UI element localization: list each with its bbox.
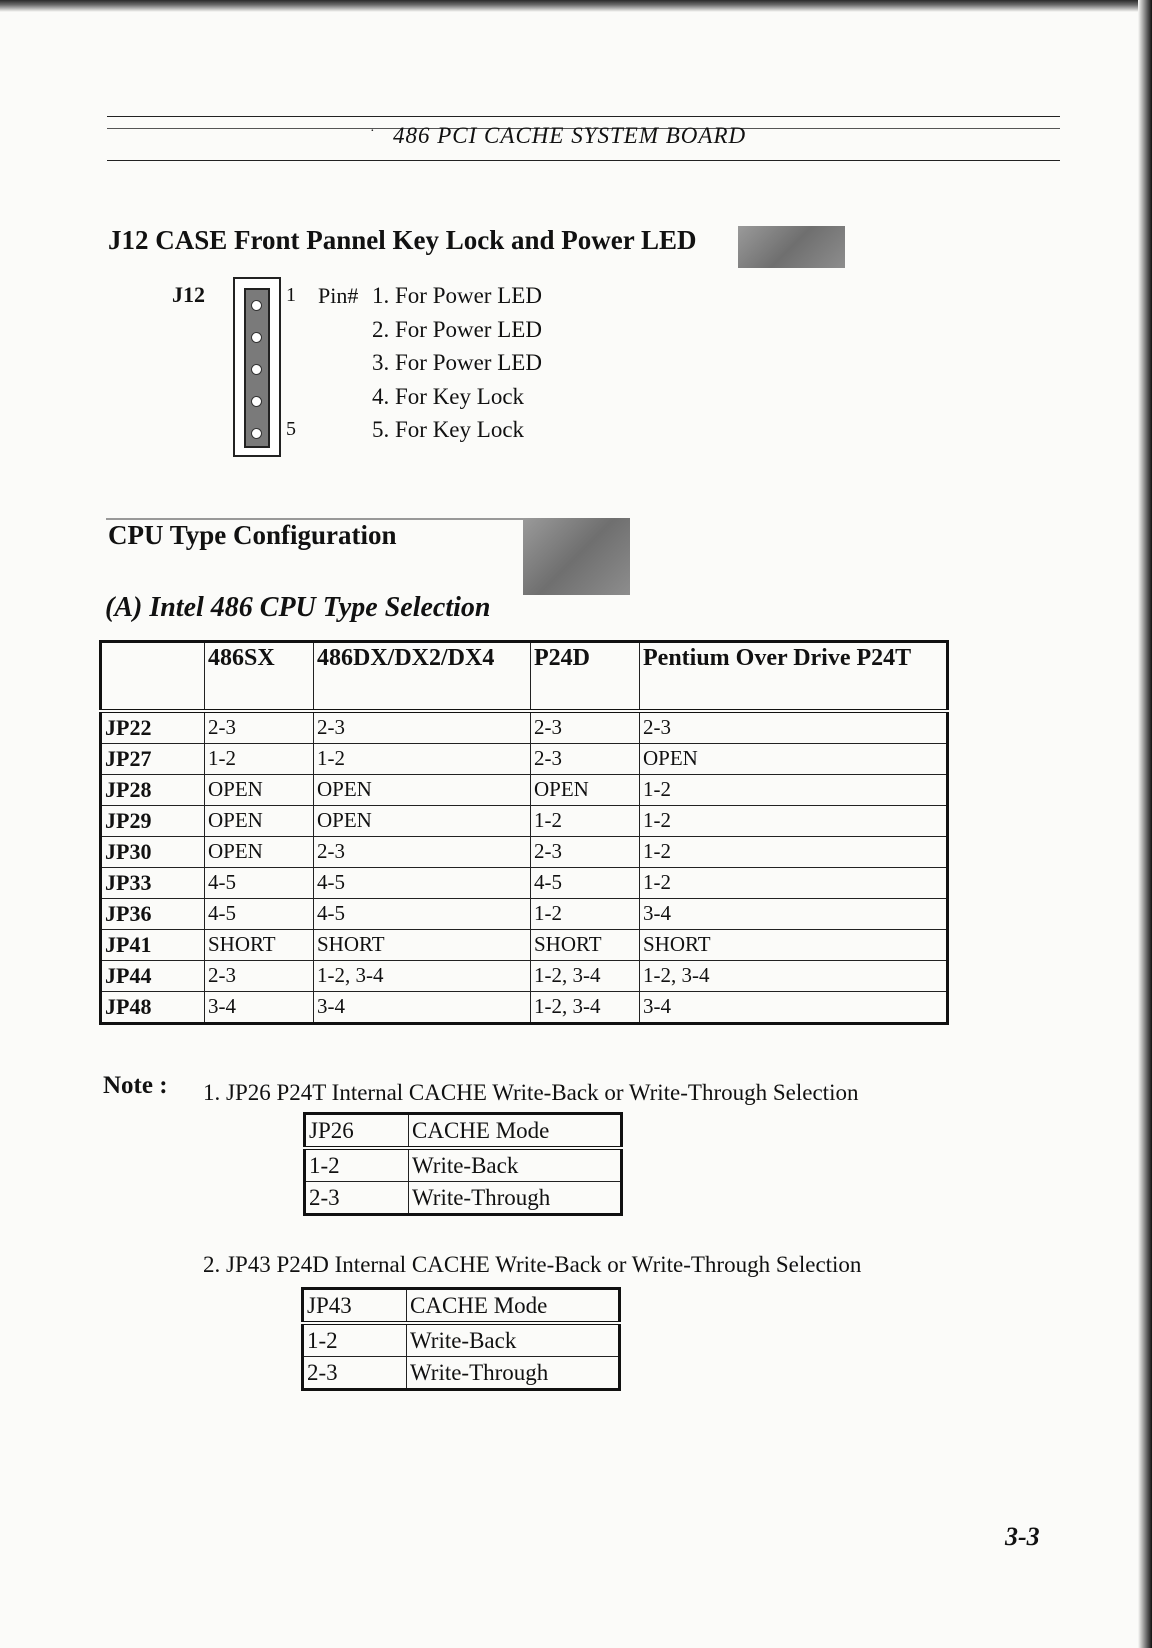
table-cell: Write-Through: [409, 1182, 622, 1215]
row-header: JP22: [101, 711, 205, 744]
pin-description: 5. For Key Lock: [372, 417, 525, 442]
table-header-row: [305, 1114, 622, 1149]
row-header: JP44: [101, 961, 205, 992]
table-cell: 3-4: [205, 992, 314, 1024]
pin-5: [251, 428, 262, 439]
table-row: [101, 837, 948, 868]
table-row: [101, 899, 948, 930]
table-cell: 1-2: [640, 837, 948, 868]
row-header: JP29: [101, 806, 205, 837]
pin-1: [251, 300, 262, 311]
table-cell: 4-5: [531, 868, 640, 899]
cpu-type-table: [99, 640, 949, 1025]
table-cell: OPEN: [205, 806, 314, 837]
table-cell: 1-2: [640, 775, 948, 806]
pin-last-label: 5: [286, 418, 296, 440]
table-cell: 3-4: [314, 992, 531, 1024]
table-cell: OPEN: [205, 775, 314, 806]
pin-description: 1. For Power LED: [372, 283, 542, 308]
table-cell: 2-3: [531, 744, 640, 775]
table-cell: SHORT: [314, 930, 531, 961]
table-row: [101, 775, 948, 806]
table-cell: 1-2, 3-4: [531, 992, 640, 1024]
table-cell: 2-3: [531, 711, 640, 744]
pin-4: [251, 396, 262, 407]
j12-connector-diagram: [233, 277, 281, 457]
column-header: 486SX: [205, 642, 314, 712]
column-header: P24D: [531, 642, 640, 712]
table-cell: 2-3: [205, 711, 314, 744]
table-row: [305, 1182, 622, 1215]
note-label: Note :: [103, 1072, 168, 1099]
title-shade-block: [738, 226, 845, 268]
cpu-section-title: CPU Type Configuration: [108, 520, 397, 550]
table-row: [101, 992, 948, 1024]
table-cell: 2-3: [314, 711, 531, 744]
table-cell: Write-Back: [409, 1148, 622, 1182]
row-header: JP48: [101, 992, 205, 1024]
table-cell: 1-2: [314, 744, 531, 775]
column-header: JP26: [305, 1114, 409, 1149]
table-cell: 3-4: [640, 992, 948, 1024]
pin-description: 2. For Power LED: [372, 317, 542, 342]
column-header: CACHE Mode: [407, 1289, 620, 1324]
table-cell: OPEN: [531, 775, 640, 806]
table-cell: OPEN: [314, 775, 531, 806]
table-row: [101, 868, 948, 899]
pin-first-label: 1: [286, 284, 296, 306]
table-cell: 2-3: [531, 837, 640, 868]
jp43-cache-table: [301, 1287, 621, 1391]
table-cell: 2-3: [205, 961, 314, 992]
table-cell: 2-3: [314, 837, 531, 868]
column-header: JP43: [303, 1289, 407, 1324]
column-header: 486DX/DX2/DX4: [314, 642, 531, 712]
table-cell: 4-5: [205, 899, 314, 930]
table-cell: OPEN: [640, 744, 948, 775]
table-row: [303, 1357, 620, 1390]
running-header: 486 PCI CACHE SYSTEM BOARD: [393, 123, 747, 148]
jp26-cache-table: [303, 1112, 623, 1216]
table-cell: 1-2: [531, 806, 640, 837]
table-row: [101, 806, 948, 837]
pin-prefix: Pin#: [318, 283, 359, 308]
note-2-text: 2. JP43 P24D Internal CACHE Write-Back or Write-Through Selection: [203, 1252, 862, 1277]
column-header: CACHE Mode: [409, 1114, 622, 1149]
table-cell: Write-Back: [407, 1323, 620, 1357]
header-rule-bottom: [107, 160, 1060, 161]
table-cell: 2-3: [305, 1182, 409, 1215]
table-cell: SHORT: [205, 930, 314, 961]
table-cell: 1-2, 3-4: [640, 961, 948, 992]
table-cell: 1-2: [640, 806, 948, 837]
row-header: JP33: [101, 868, 205, 899]
table-cell: 1-2: [205, 744, 314, 775]
row-header: JP28: [101, 775, 205, 806]
row-header: JP36: [101, 899, 205, 930]
table-cell: OPEN: [314, 806, 531, 837]
table-row: [101, 961, 948, 992]
table-row: [101, 930, 948, 961]
table-cell: SHORT: [640, 930, 948, 961]
table-cell: 1-2: [640, 868, 948, 899]
pin-description: 4. For Key Lock: [372, 384, 525, 409]
scan-edge-right: [1138, 0, 1152, 1648]
table-cell: 2-3: [303, 1357, 407, 1390]
cpu-title-shade-block: [523, 518, 630, 595]
row-header: JP41: [101, 930, 205, 961]
connector-housing: [244, 288, 270, 448]
table-cell: 2-3: [640, 711, 948, 744]
table-row: [101, 744, 948, 775]
header-bullet: ·: [370, 124, 375, 139]
table-header-row: [303, 1289, 620, 1324]
pin-description: 3. For Power LED: [372, 350, 542, 375]
connector-label: J12: [172, 282, 205, 307]
page-number: 3-3: [1005, 1522, 1040, 1551]
scan-edge-top: [0, 0, 1152, 12]
table-cell: OPEN: [205, 837, 314, 868]
row-header: JP30: [101, 837, 205, 868]
table-row: [101, 711, 948, 744]
table-cell: 1-2: [303, 1323, 407, 1357]
table-cell: 1-2, 3-4: [314, 961, 531, 992]
table-row: [303, 1323, 620, 1357]
table-row: [305, 1148, 622, 1182]
pin-2: [251, 332, 262, 343]
table-cell: 1-2: [305, 1148, 409, 1182]
table-cell: 4-5: [314, 899, 531, 930]
table-cell: 1-2, 3-4: [531, 961, 640, 992]
header-rule-top: [107, 116, 1060, 117]
table-cell: 4-5: [314, 868, 531, 899]
note-1-text: 1. JP26 P24T Internal CACHE Write-Back or Write-Through Selection: [203, 1080, 859, 1105]
row-header: JP27: [101, 744, 205, 775]
table-cell: SHORT: [531, 930, 640, 961]
table-cell: 3-4: [640, 899, 948, 930]
table-header-row: [101, 642, 948, 712]
table-cell: Write-Through: [407, 1357, 620, 1390]
cpu-subtitle: (A) Intel 486 CPU Type Selection: [105, 592, 491, 623]
column-header: [101, 642, 205, 712]
table-cell: 1-2: [531, 899, 640, 930]
j12-section-title: J12 CASE Front Pannel Key Lock and Power LED: [108, 225, 697, 255]
table-cell: 4-5: [205, 868, 314, 899]
column-header: Pentium Over Drive P24T: [640, 642, 948, 712]
pin-3: [251, 364, 262, 375]
